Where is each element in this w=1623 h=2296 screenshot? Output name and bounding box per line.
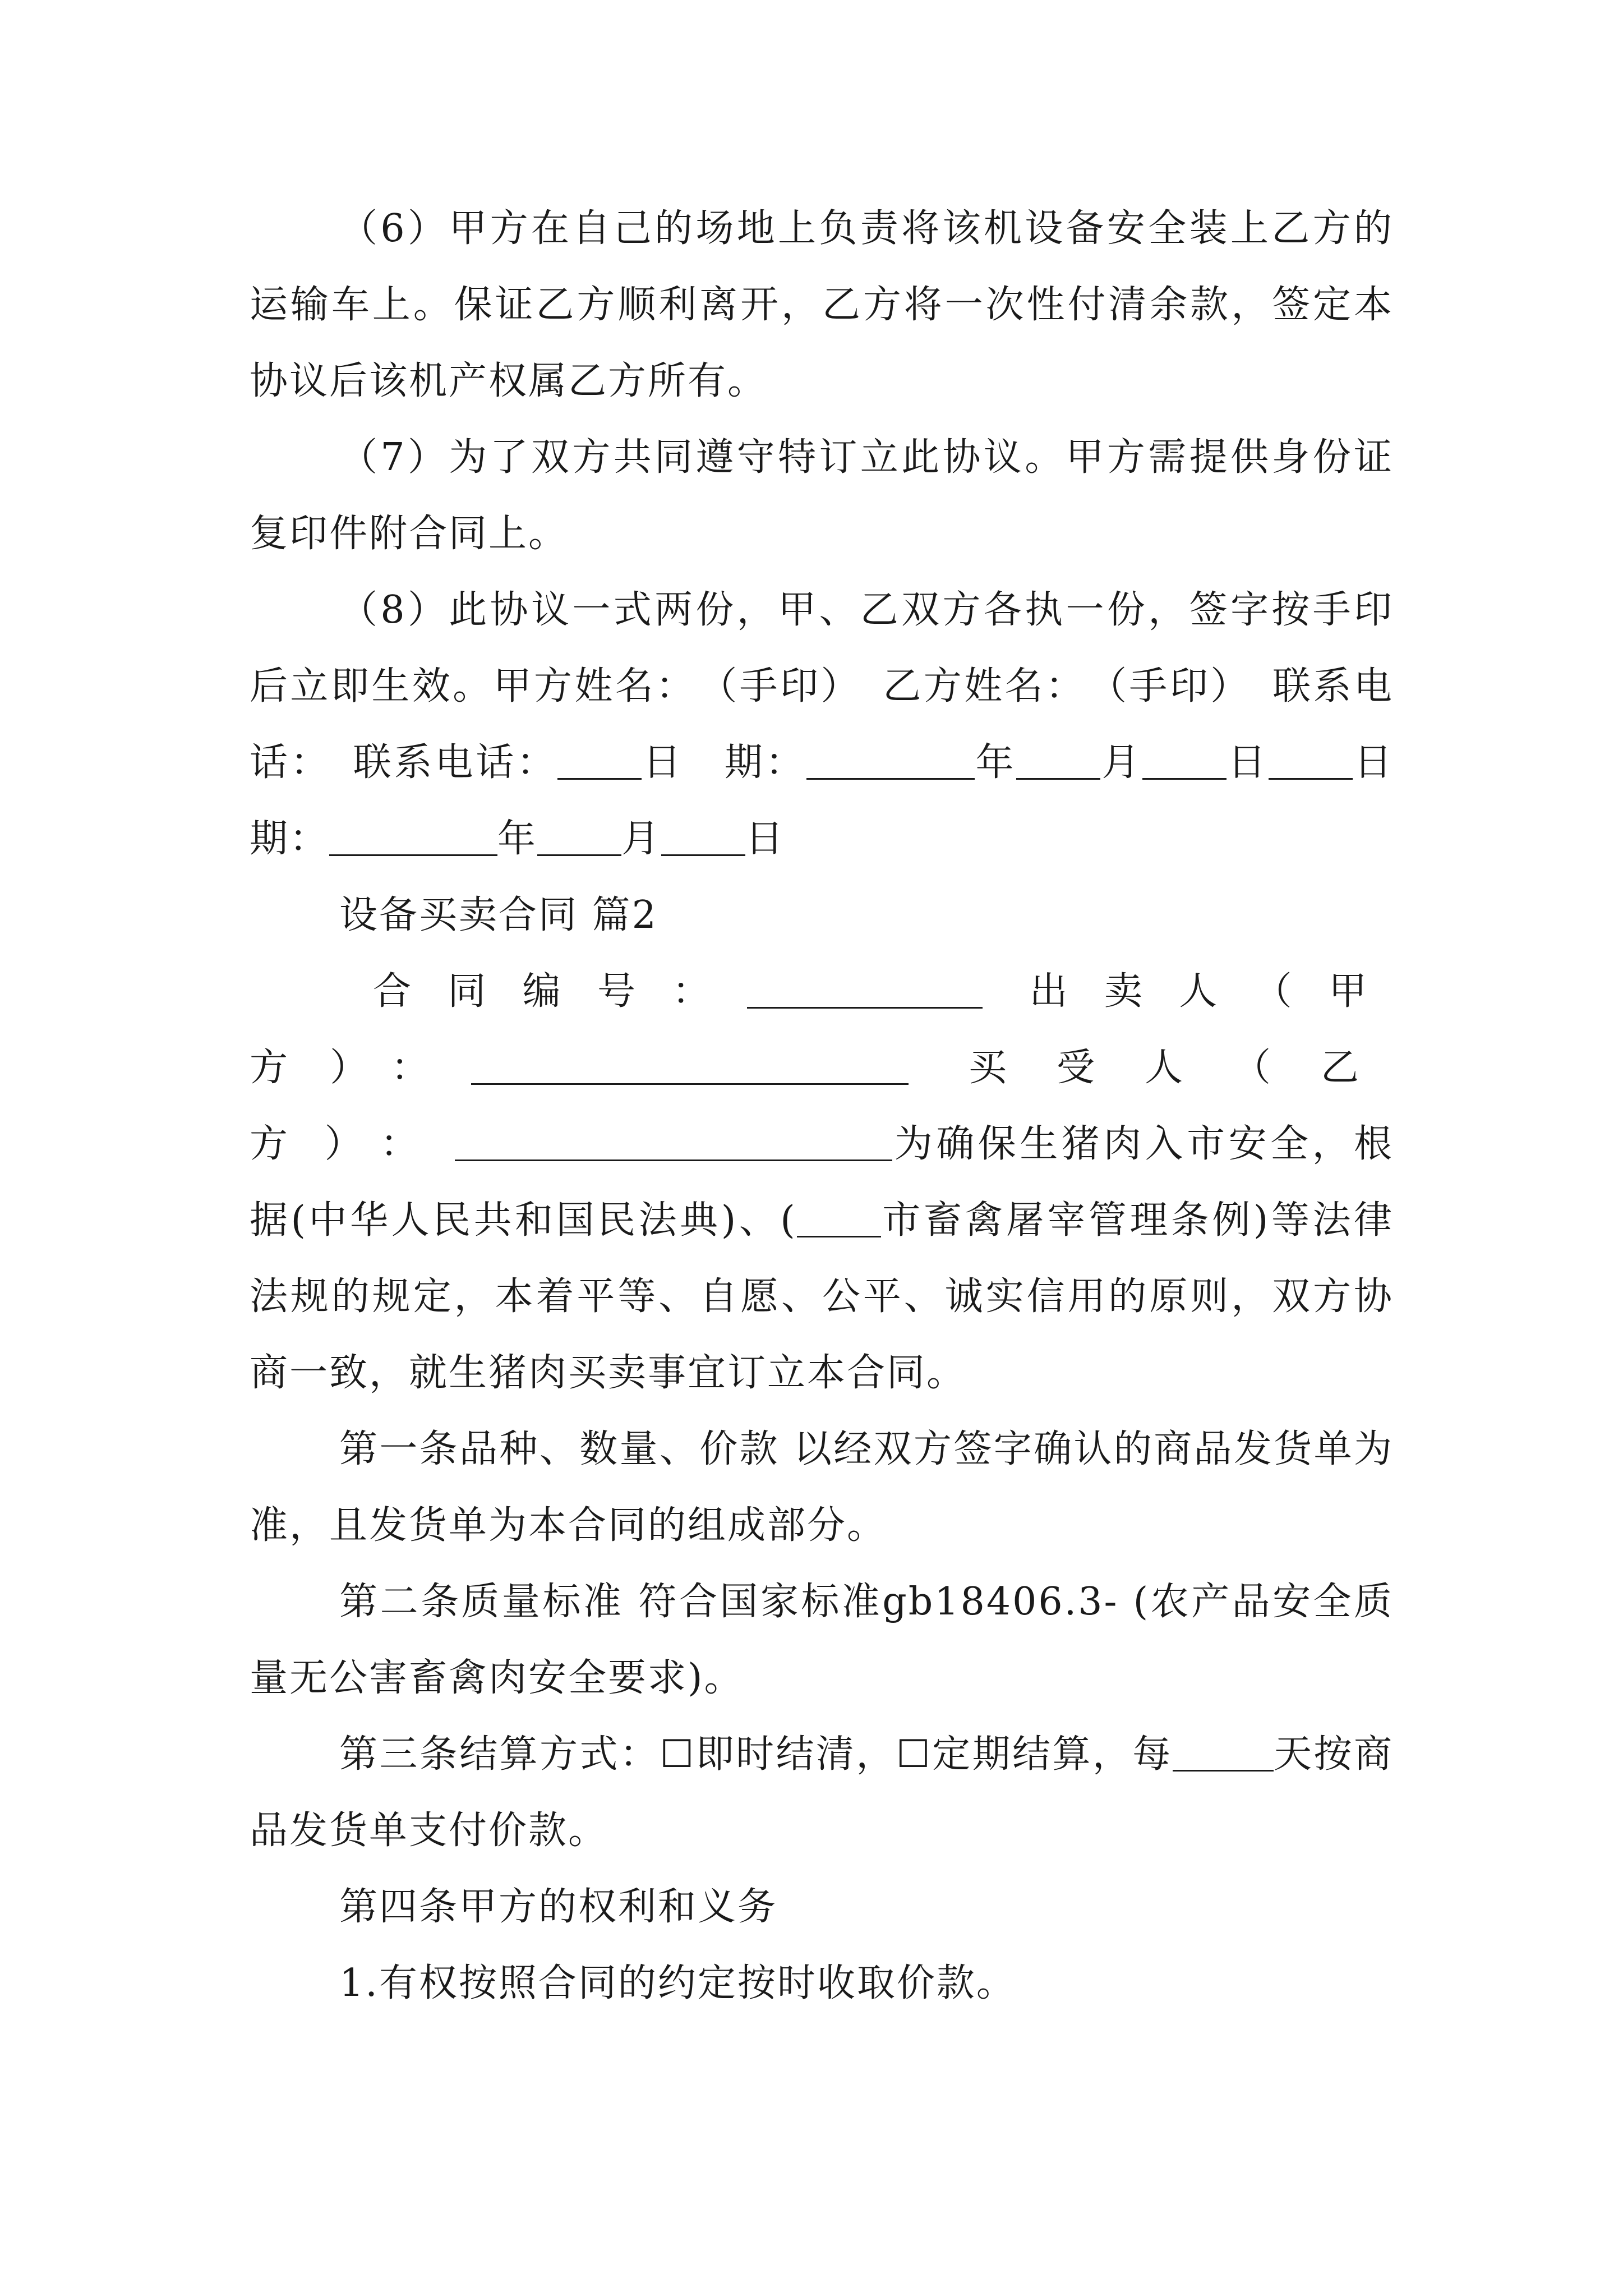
blank-line [557,740,642,780]
blank-line [329,816,497,856]
intro-text: 为确保生猪肉入市安全，根据(中华人民共和国民法典)、( [250,1122,1394,1243]
month-label-2: 月 [621,817,662,861]
year-label-2: 年 [497,817,538,861]
contract-title: 设备买卖合同 篇2 [339,893,658,937]
contract-parties [250,954,1394,1411]
document-body [250,191,1433,2022]
year-label: 年 [974,740,1017,785]
blank-line [797,1198,881,1237]
buyer-label: 买受人（乙方）： [250,1046,1394,1166]
day-label-2: 日 [745,817,786,861]
month-label: 月 [1100,740,1143,785]
date-label-2: 日 期： [250,740,1433,861]
clause-8-lead: （8）此协议一式两份，甲、乙双方各执一份，签字按手印后立即生效。甲方姓名： （手印） 乙方姓名： （手印） 联系电话： 联系电话： [250,588,1394,785]
article-2: 第二条质量标准 符合国家标准gb18406.3- (农产品安全质量无公害畜禽肉安全要求)。 [250,1580,1394,1700]
blank-line [1269,740,1353,780]
paragraph-clause-6: （6）甲方在自己的场地上负责将该机设备安全装上乙方的运输车上。保证乙方顺利离开，乙方将一次性付清余款，签定本协议后该机产权属乙方所有。 [250,206,1394,403]
paragraph-clause-8 [250,572,1433,877]
date-label: 日 期： [642,740,806,785]
contract-number-label: 合同编号： [373,969,747,1014]
paragraph-clause-7: （7）为了双方共同遵守特订立此协议。甲方需提供身份证复印件附合同上。 [250,435,1394,556]
blank-line [747,969,983,1009]
article-3-lead: 第三条结算方式：☐即时结清，☐定期结算，每 [339,1732,1173,1777]
intro-text-2: 市畜禽屠宰管理条例)等法律法规的规定，本着平等、自愿、公平、诚实信用的原则，双方协商一致，就生猪肉买卖事宜订立本合同。 [250,1198,1394,1395]
blank-line [1173,1732,1274,1772]
blank-line [1016,740,1100,780]
article-4-heading: 第四条甲方的权利和义务 [339,1885,778,1929]
article-1: 第一条品种、数量、价款 以经双方签字确认的商品发货单为准，且发货单为本合同的组成部分。 [250,1427,1394,1548]
article-3 [250,1717,1394,1869]
blank-line [537,816,621,856]
seller-label: 出卖人（甲方）： [250,969,1394,1090]
article-4-item-1: 1.有权按照合同的约定按时收取价款。 [339,1961,1016,2005]
blank-line [661,816,745,856]
day-label: 日 [1227,740,1269,785]
blank-line [806,740,975,780]
article-3-tail: 天按商品发货单支付价款。 [250,1732,1394,1853]
blank-line [455,1121,892,1161]
blank-line [1142,740,1227,780]
blank-line [471,1045,909,1085]
